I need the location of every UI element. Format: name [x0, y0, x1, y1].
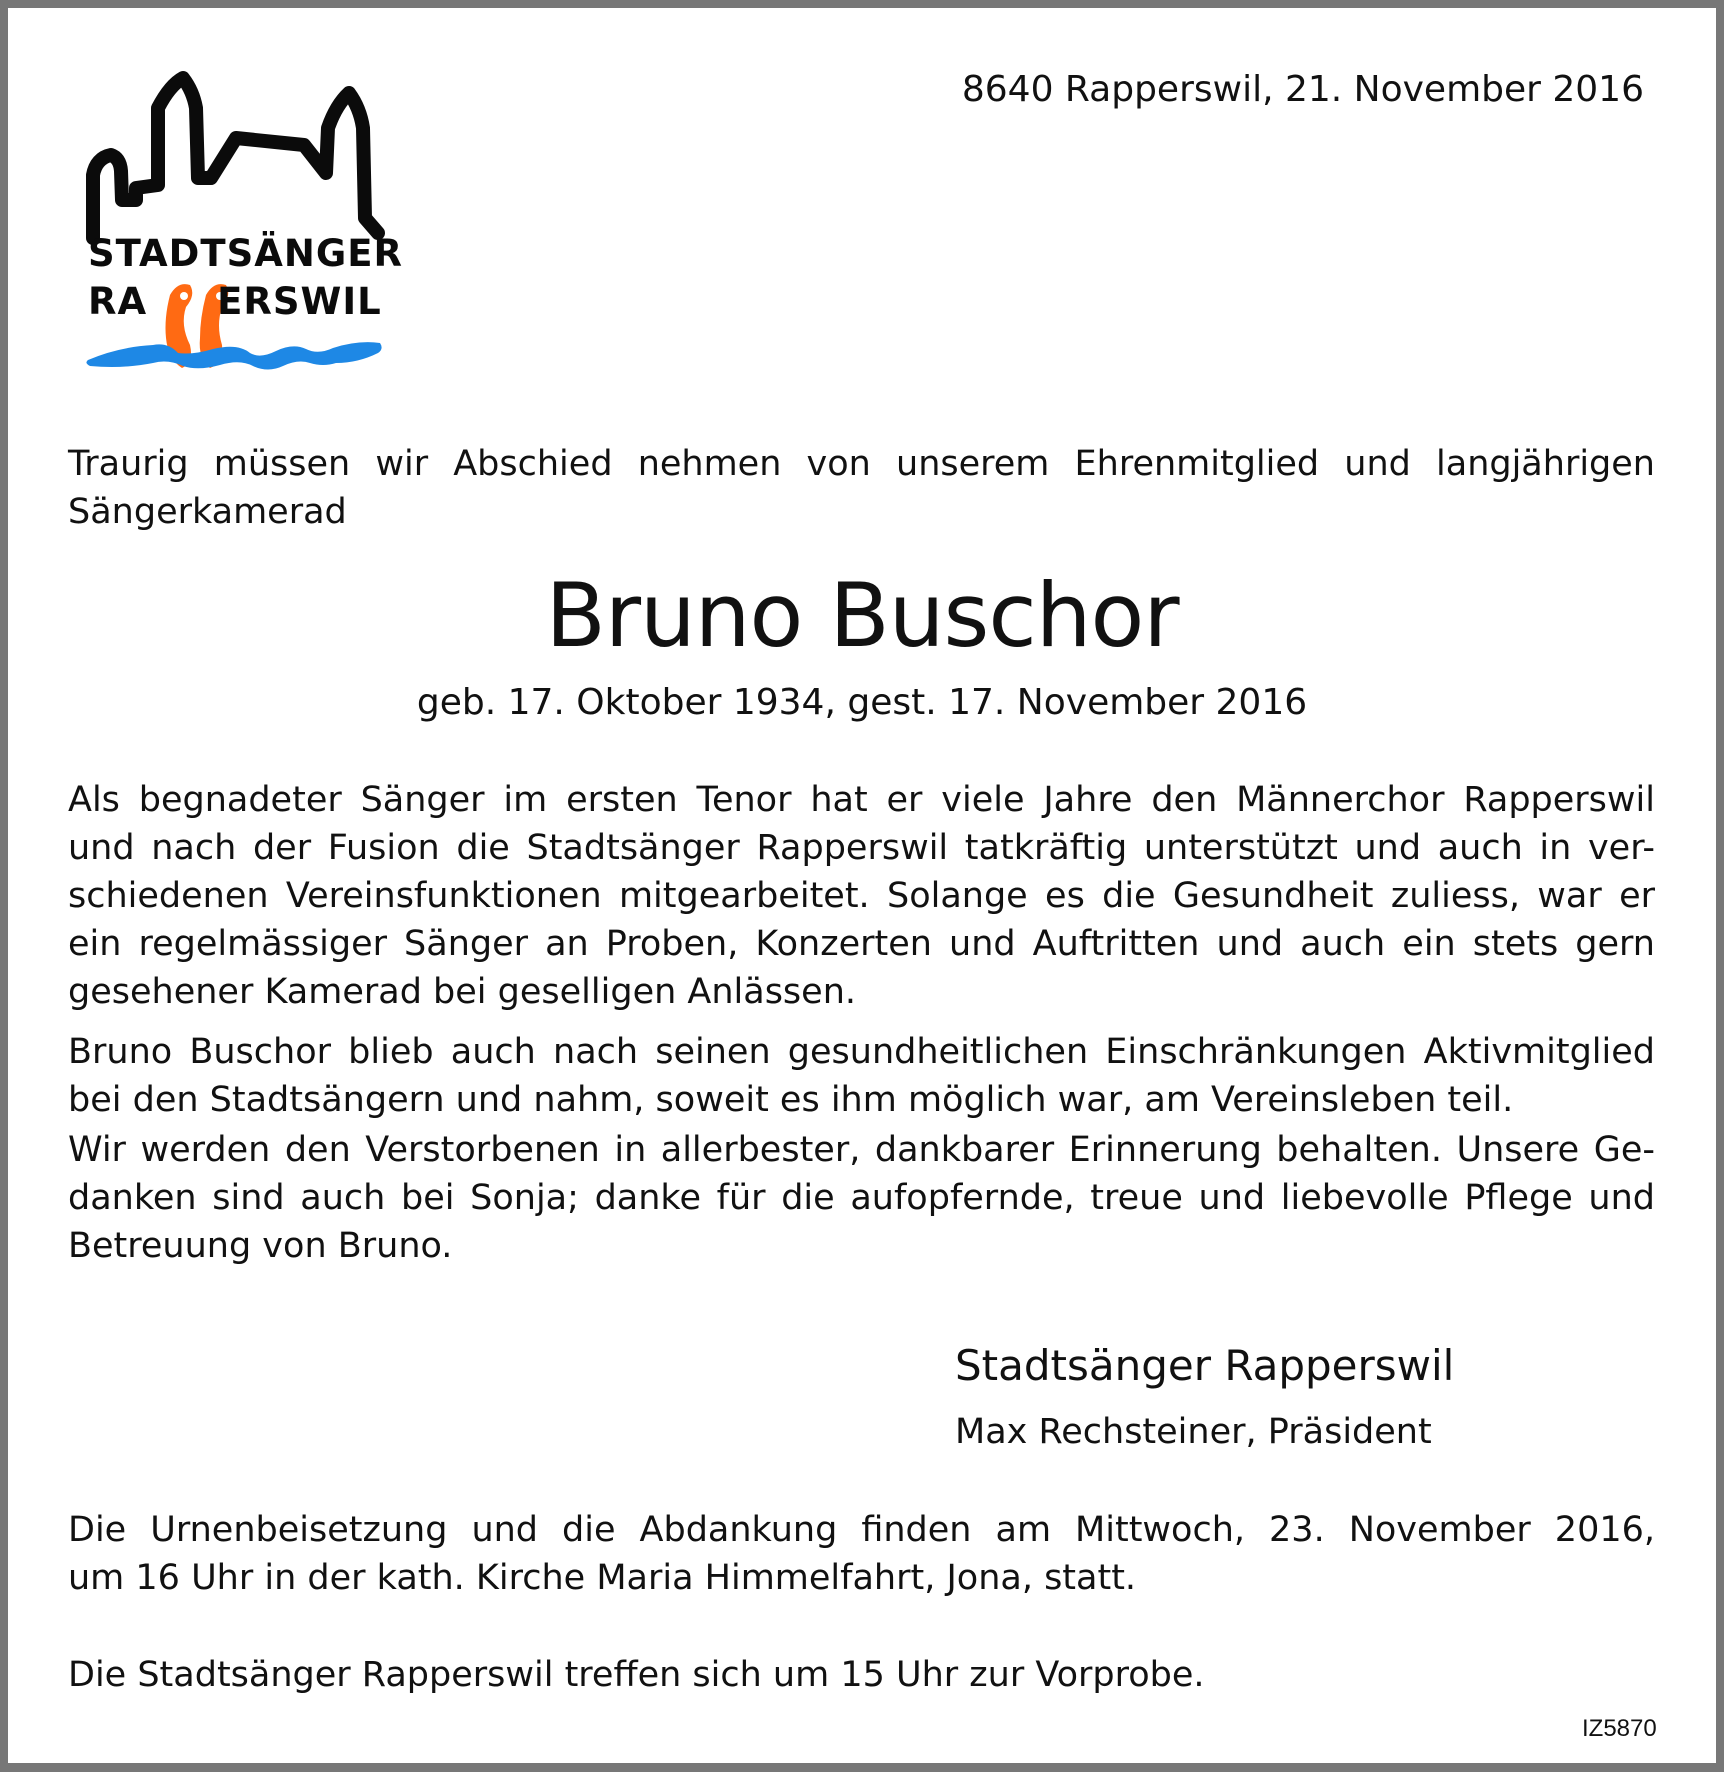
life-dates: geb. 17. Oktober 1934, gest. 17. November 2016 — [416, 682, 1308, 723]
reference-code: IZ5870 — [1582, 1715, 1657, 1742]
body-line: Als begnadeter Sänger im ersten Tenor hat er viele Jahre den Männerchor Rapperswil — [68, 780, 1655, 820]
body-line: ein regelmässiger Sänger an Proben, Konzerten und Auftritten und auch ein stets gern — [68, 924, 1655, 964]
logo-text-prefix: RA — [88, 280, 148, 323]
body-line: Betreuung von Bruno. — [68, 1226, 453, 1266]
intro-line: Traurig müssen wir Abschied nehmen von unserem Ehrenmitglied und langjährigen — [68, 444, 1655, 484]
body-line: bei den Stadtsängern und nahm, soweit es ihm möglich war, am Vereinsleben teil. — [68, 1080, 1514, 1120]
body-paragraph-1 — [68, 776, 1655, 1016]
signature-organization: Stadtsänger Rapperswil — [955, 1341, 1455, 1390]
body-line: schiedenen Vereinsfunktionen mitgearbeitet. Solange es die Gesundheit zuliess, war er — [68, 876, 1655, 916]
obituary-page — [8, 8, 1716, 1763]
dateline: 8640 Rapperswil, 21. November 2016 — [961, 69, 1644, 110]
body-line: gesehener Kamerad bei geselligen Anlässen. — [68, 972, 857, 1012]
body-paragraph-2 — [68, 1028, 1655, 1124]
body-line: und nach der Fusion die Stadtsänger Rapperswil tatkräftig unterstützt und auch in ver- — [68, 828, 1655, 868]
logo-text-suffix: ERSWIL — [217, 280, 382, 323]
intro-paragraph — [68, 440, 1655, 536]
stadtsaenger-logo — [78, 63, 403, 403]
rehearsal-info — [68, 1651, 1655, 1699]
funeral-line: um 16 Uhr in der kath. Kirche Maria Himmelfahrt, Jona, statt. — [68, 1558, 1137, 1598]
logo-text-line1: STADTSÄNGER — [88, 232, 403, 275]
intro-line: Sängerkamerad — [68, 492, 347, 532]
body-line: Wir werden den Verstorbenen in allerbester, dankbarer Erinnerung behalten. Unsere Ge- — [68, 1130, 1655, 1170]
deceased-name: Bruno Buschor — [545, 564, 1179, 667]
body-line: danken sind auch bei Sonja; danke für die aufopfernde, treue und liebevolle Pflege und — [68, 1178, 1655, 1218]
body-paragraph-3 — [68, 1126, 1655, 1270]
logo-text-line2 — [88, 280, 382, 323]
funeral-info — [68, 1506, 1655, 1602]
body-line: Bruno Buschor blieb auch nach seinen gesundheitlichen Einschränkungen Aktivmitglied — [68, 1032, 1655, 1072]
funeral-line: Die Urnenbeisetzung und die Abdankung finden am Mittwoch, 23. November 2016, — [68, 1510, 1655, 1550]
rehearsal-line: Die Stadtsänger Rapperswil treffen sich um 15 Uhr zur Vorprobe. — [68, 1655, 1205, 1695]
signature-person: Max Rechsteiner, Präsident — [955, 1412, 1432, 1452]
